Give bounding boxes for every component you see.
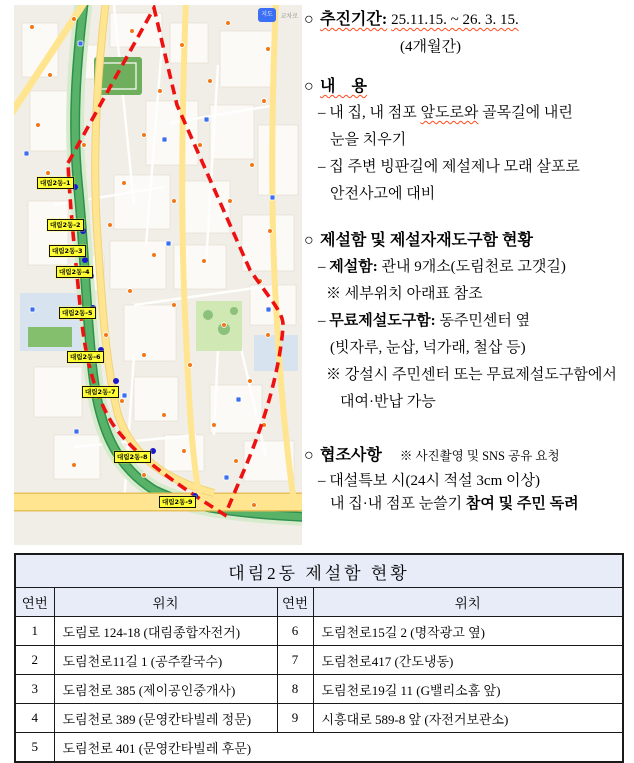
map-marker: 대림2동-8	[114, 451, 151, 463]
table-row	[15, 617, 623, 646]
poi-marker-icon	[226, 21, 231, 26]
map-marker: 대림2동-4	[56, 266, 93, 278]
map-marker: 대림2동-6	[67, 351, 104, 363]
poi-marker-icon	[252, 503, 257, 508]
bullet-icon: ○	[304, 78, 314, 95]
cell-location: 도림천로417 (간도냉동)	[313, 646, 623, 675]
cell-location: 도림천로 385 (제이공인중개사)	[54, 675, 277, 704]
content-line-1b: 눈을 치우기	[330, 132, 407, 148]
status-item-2-note: ※ 강설시 주민센터 또는 무료제설도구함에서	[326, 367, 617, 383]
map-marker: 대림2동-7	[82, 386, 119, 398]
poi-marker-icon	[72, 17, 77, 22]
col-header-location: 위치	[54, 588, 277, 617]
poi-marker-icon	[82, 143, 87, 148]
poi-marker-icon	[142, 353, 147, 358]
cell-number: 9	[277, 704, 313, 733]
poi-marker-icon	[208, 79, 213, 84]
cell-number: 5	[15, 733, 54, 763]
poi-marker-icon	[212, 423, 217, 428]
cooperation-line-1: – 대설특보 시(24시 적설 3cm 이상)	[318, 473, 540, 489]
table-title: 대림2동 제설함 현황	[15, 554, 623, 588]
cell-location: 도림천로 389 (문영칸타빌레 정문)	[54, 704, 277, 733]
map-mode-button: 지도	[258, 8, 276, 22]
poi-marker-icon	[266, 333, 271, 338]
content-title: 내 용	[320, 78, 367, 95]
poi-marker-icon	[152, 253, 157, 258]
table-row	[15, 646, 623, 675]
area-map	[14, 5, 302, 545]
table-header-row	[15, 588, 623, 617]
content-line-1: – 내 집, 내 점포 앞도로와 골목길에 내린	[318, 105, 573, 121]
snow-box-dot	[150, 448, 156, 454]
poi-marker-icon	[46, 171, 51, 176]
poi-marker-icon	[30, 25, 35, 30]
map-marker: 대림2동-1	[37, 177, 74, 189]
poi-marker-icon	[158, 89, 163, 94]
poi-marker-icon	[172, 303, 177, 308]
poi-marker-icon	[234, 459, 239, 464]
cooperation-note: ※ 사진촬영 및 SNS 공유 요청	[399, 449, 560, 463]
section-status	[304, 227, 630, 254]
cell-location: 도림천로11길 1 (공주칼국수)	[54, 646, 277, 675]
col-header-no: 연번	[277, 588, 313, 617]
cell-number: 2	[15, 646, 54, 675]
status-item-2-sub: (빗자루, 눈삽, 넉가래, 철삽 등)	[330, 340, 526, 356]
poi-marker-icon	[172, 199, 177, 204]
status-item-2: – 무료제설도구함: 동주민센터 옆	[318, 313, 531, 329]
cell-location: 도림천로15길 2 (명작광고 옆)	[313, 617, 623, 646]
period-title: 추진기간:	[320, 11, 388, 28]
cell-number: 7	[277, 646, 313, 675]
poi-marker-icon	[222, 323, 227, 328]
poi-marker-icon	[268, 229, 273, 234]
section-period	[304, 6, 630, 34]
cell-number: 3	[15, 675, 54, 704]
subway-marker-icon	[78, 41, 83, 46]
map-marker: 대림2동-3	[49, 245, 86, 257]
period-dates: 25.11.15. ~ 26. 3. 15.	[391, 12, 519, 28]
cooperation-line-2: 내 집·내 점포 눈쓸기 참여 및 주민 독려	[330, 496, 579, 512]
subway-marker-icon	[162, 137, 167, 142]
poi-marker-icon	[198, 143, 203, 148]
poi-marker-icon	[182, 449, 187, 454]
subway-marker-icon	[24, 151, 29, 156]
subway-marker-icon	[204, 117, 209, 122]
col-header-location: 위치	[313, 588, 623, 617]
cell-number: 6	[277, 617, 313, 646]
cell-number: 1	[15, 617, 54, 646]
cell-location: 시흥대로 589-8 앞 (자전거보관소)	[313, 704, 623, 733]
poi-marker-icon	[248, 379, 253, 384]
subway-marker-icon	[122, 393, 127, 398]
poi-marker-icon	[162, 413, 167, 418]
section-cooperation	[304, 442, 630, 470]
poi-marker-icon	[120, 399, 125, 404]
map-mode-label: 교차로	[280, 13, 298, 20]
poi-marker-icon	[108, 223, 113, 228]
col-header-no: 연번	[15, 588, 54, 617]
subway-marker-icon	[236, 397, 241, 402]
bullet-icon: ○	[304, 232, 314, 249]
subway-marker-icon	[270, 195, 275, 200]
poi-marker-icon	[228, 199, 233, 204]
cell-location: 도림천로19길 11 (G밸리소홈 앞)	[313, 675, 623, 704]
subway-marker-icon	[74, 429, 79, 434]
subway-marker-icon	[224, 475, 229, 480]
status-item-1-note: ※ 세부위치 아래표 참조	[326, 286, 483, 302]
poi-marker-icon	[122, 181, 127, 186]
subway-marker-icon	[266, 307, 271, 312]
period-duration: (4개월간)	[400, 39, 461, 55]
table-row	[15, 675, 623, 704]
status-item-1: – 제설함: 관내 9개소(도림천로 고갯길)	[318, 259, 566, 275]
map-marker: 대림2동-5	[59, 307, 96, 319]
poi-marker-icon	[262, 99, 267, 104]
status-item-2-note2: 대여·반납 가능	[340, 394, 436, 410]
cooperation-title: 협조사항	[320, 447, 382, 464]
poi-marker-icon	[130, 29, 135, 34]
snow-box-dot	[113, 378, 119, 384]
content-line-2: – 집 주변 빙판길에 제설제나 모래 살포로	[318, 159, 580, 175]
section-content	[304, 73, 630, 100]
subway-marker-icon	[166, 241, 171, 246]
snow-box-table-section	[14, 553, 624, 763]
poi-marker-icon	[266, 47, 271, 52]
poi-marker-icon	[48, 73, 53, 78]
bullet-icon: ○	[304, 447, 314, 464]
map-marker: 대림2동-9	[159, 496, 196, 508]
notice-text-panel	[304, 6, 630, 516]
poi-marker-icon	[72, 463, 77, 468]
poi-marker-icon	[128, 289, 133, 294]
cell-number: 8	[277, 675, 313, 704]
cell-number: 4	[15, 704, 54, 733]
poi-marker-icon	[142, 133, 147, 138]
content-line-2b: 안전사고에 대비	[330, 186, 436, 202]
status-title: 제설함 및 제설자재도구함 현황	[320, 232, 533, 249]
poi-marker-icon	[180, 43, 185, 48]
poi-marker-icon	[188, 363, 193, 368]
table-row	[15, 733, 623, 763]
table-row	[15, 704, 623, 733]
poi-marker-icon	[250, 163, 255, 168]
snow-box-dot	[82, 257, 88, 263]
snow-box-table	[14, 553, 624, 763]
subway-marker-icon	[30, 307, 35, 312]
map-marker: 대림2동-2	[47, 219, 84, 231]
cell-location: 도림천로 401 (문영칸타빌레 후문)	[54, 733, 623, 763]
poi-marker-icon	[202, 259, 207, 264]
poi-marker-icon	[104, 333, 109, 338]
poi-marker-icon	[142, 473, 147, 478]
cell-location: 도림로 124-18 (대림종합자전거)	[54, 617, 277, 646]
bullet-icon: ○	[304, 11, 314, 28]
poi-marker-icon	[36, 123, 41, 128]
